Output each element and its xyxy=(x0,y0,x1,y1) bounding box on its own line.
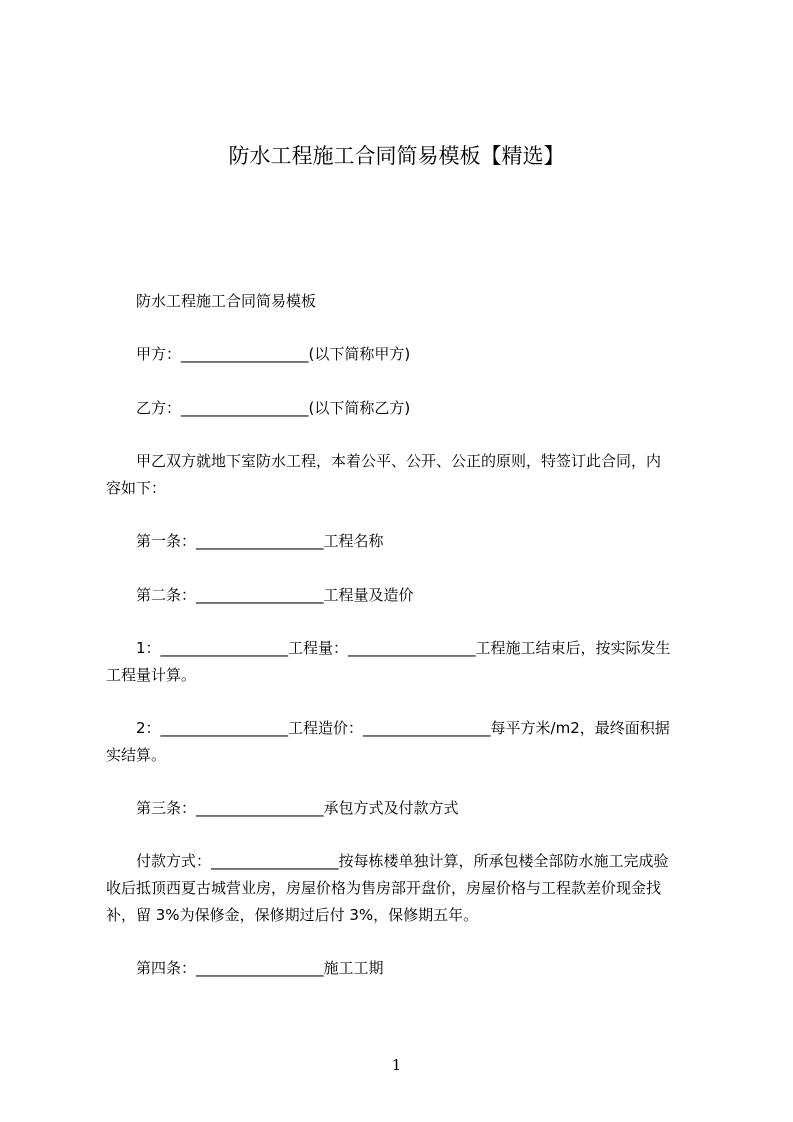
page-title: 防水工程施工合同简易模板【精选】 xyxy=(228,144,565,168)
paragraph-line: 第三条：_________________承包方式及付款方式 xyxy=(136,799,459,817)
paragraph-line: 实结算。 xyxy=(106,746,167,764)
paragraph-line: 1：_________________工程量：_________________工程施工结束后，按实际发生 xyxy=(136,639,671,657)
paragraph-line: 甲乙双方就地下室防水工程，本着公平、公开、公正的原则，特签订此合同，内 xyxy=(136,452,662,470)
paragraph-line: 第四条：_________________施工工期 xyxy=(136,959,384,977)
paragraph-line: 防水工程施工合同简易模板 xyxy=(136,292,317,310)
paragraph-line: 2：_________________工程造价：_________________每平方米/m2，最终面积据 xyxy=(136,719,670,737)
paragraph-line: 工程量计算。 xyxy=(106,666,197,684)
paragraph-line: 容如下： xyxy=(106,479,167,497)
paragraph-line: 第一条：_________________工程名称 xyxy=(136,532,384,550)
paragraph-line: 补，留 3%为保修金，保修期过后付 3%，保修期五年。 xyxy=(106,906,479,924)
paragraph-line: 收后抵顶西夏古城营业房，房屋价格为售房部开盘价，房屋价格与工程款差价现金找 xyxy=(106,879,662,897)
paragraph-line: 第二条：_________________工程量及造价 xyxy=(136,586,414,604)
paragraph-line: 付款方式：_________________按每栋楼单独计算，所承包楼全部防水施工完成验 xyxy=(136,852,669,870)
paragraph-line: 甲方：_________________(以下简称甲方) xyxy=(136,345,411,363)
page-number: 1 xyxy=(391,1056,402,1074)
paragraph-line: 乙方：_________________(以下简称乙方) xyxy=(136,399,411,417)
